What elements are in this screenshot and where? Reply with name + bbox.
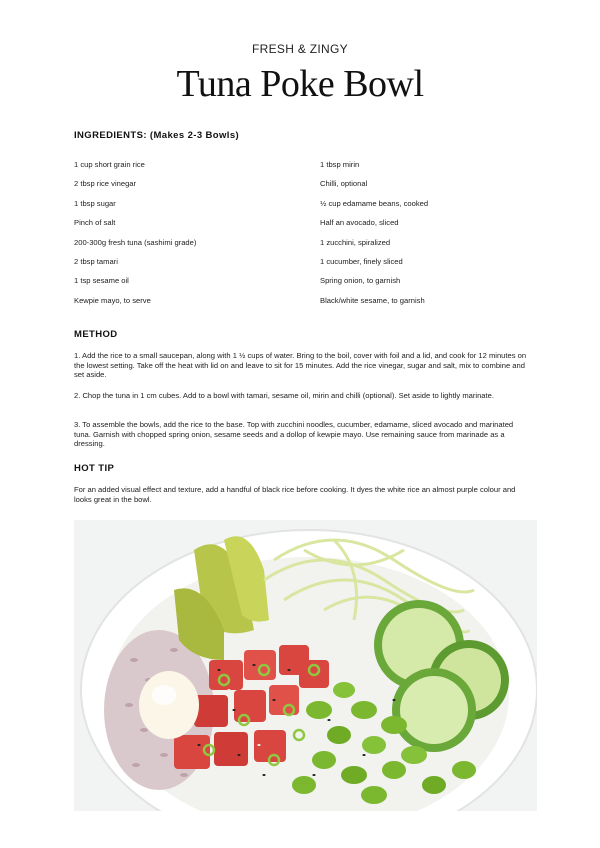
ingredient-item: 1 cucumber, finely sliced [320, 256, 403, 266]
ingredients-left-column [74, 159, 304, 314]
ingredients-right-column [320, 159, 540, 314]
ingredient-item: Kewpie mayo, to serve [74, 295, 151, 305]
ingredient-item: 1 zucchini, spiralized [320, 237, 391, 247]
ingredient-item: 1 tbsp sugar [74, 198, 116, 208]
ingredient-item: 1 tsp sesame oil [74, 276, 129, 286]
ingredient-item: 2 tbsp tamari [74, 256, 118, 266]
method-step: 3. To assemble the bowls, add the rice to the base. Top with zucchini noodles, cucumber, edamame, sliced avocado and marinated tuna. Garnish with chopped spring onion, sesame seeds and a dollop of kewpie mayo. Use remaining sauce from marinade as a dressing. [74, 420, 514, 449]
recipe-kicker: FRESH & ZINGY [252, 42, 348, 56]
ingredient-item: 2 tbsp rice vinegar [74, 179, 137, 189]
tip-heading: HOT TIP [74, 463, 115, 474]
ingredient-item: Black/white sesame, to garnish [320, 295, 425, 305]
ingredient-item: 200-300g fresh tuna (sashimi grade) [74, 237, 197, 247]
ingredient-item: Half an avocado, sliced [320, 218, 399, 228]
ingredient-item: 1 tbsp mirin [320, 160, 360, 169]
ingredient-item: Chilli, optional [320, 179, 368, 189]
method-heading: METHOD [74, 329, 118, 340]
recipe-title: Tuna Poke Bowl [176, 63, 424, 105]
ingredient-item: Pinch of salt [74, 218, 116, 228]
ingredient-item: ½ cup edamame beans, cooked [320, 198, 429, 208]
method-step: 2. Chop the tuna in 1 cm cubes. Add to a bowl with tamari, sesame oil, mirin and chilli (optional). Set aside to lightly marinate. [74, 391, 494, 400]
poke-bowl-photo [74, 520, 537, 811]
ingredient-item: 1 cup short grain rice [74, 160, 145, 169]
ingredients-heading: INGREDIENTS: (Makes 2-3 Bowls) [74, 130, 240, 141]
tip-text: For an added visual effect and texture, add a handful of black rice before cooking. It dyes the white rice an almost purple colour and looks great in the bowl. [74, 485, 516, 504]
ingredient-item: Spring onion, to garnish [320, 276, 401, 286]
method-step: 1. Add the rice to a small saucepan, along with 1 ½ cups of water. Bring to the boil, cover with foil and a lid, and cook for 12 minutes on the lowest setting. Take off the heat with lid on and leave to sit for 15 minutes. Add the rice vinegar, sugar and salt, mix to combine and set aside. [74, 351, 527, 380]
